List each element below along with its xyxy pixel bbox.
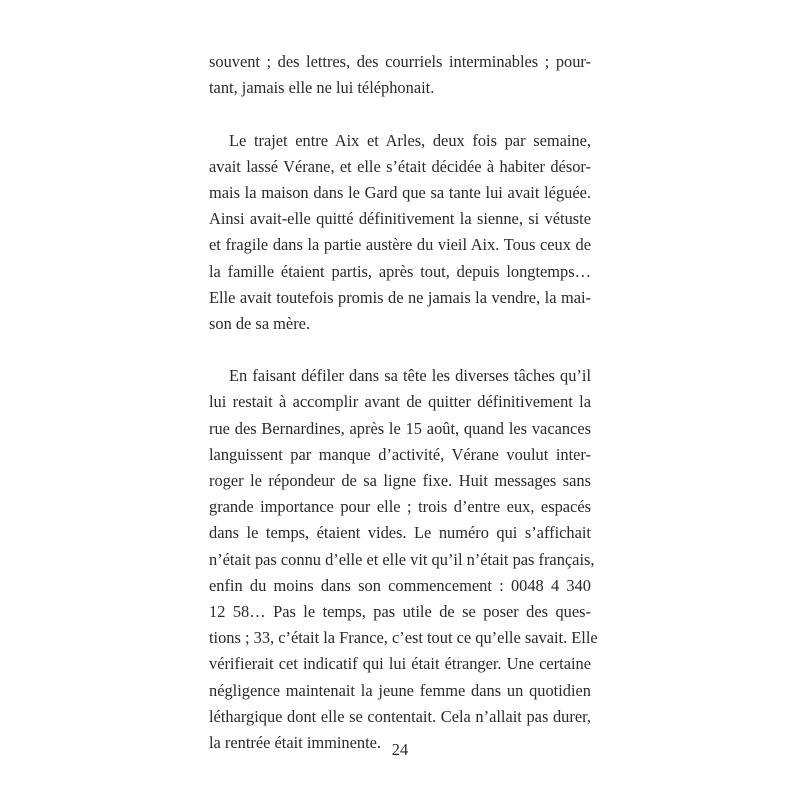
- paragraph-spacer: [209, 337, 591, 363]
- text-line: En faisant défiler dans sa tête les diverses tâches qu’il: [229, 366, 591, 386]
- text-line: n’était pas connu d’elle et elle vit qu’il n’était pas français,: [209, 549, 595, 569]
- text-line: léthargique dont elle se contentait. Cela n’allait pas durer,: [209, 706, 591, 726]
- text-line: enfin du moins dans son commencement : 0048 4 340: [209, 575, 591, 595]
- text-line: tant, jamais elle ne lui téléphonait.: [209, 78, 435, 98]
- text-line: la famille étaient partis, après tout, depuis longtemps…: [209, 261, 591, 281]
- paragraph-3: [209, 363, 598, 756]
- text-line: Le trajet entre Aix et Arles, deux fois par semaine,: [229, 130, 591, 150]
- text-line: négligence maintenait la jeune femme dans un quotidien: [209, 680, 591, 700]
- text-line: vérifierait cet indicatif qui lui était étranger. Une certaine: [209, 654, 591, 674]
- text-line: et fragile dans la partie austère du vieil Aix. Tous ceux de: [209, 235, 591, 255]
- paragraph-2: [209, 128, 591, 338]
- text-line: tions ; 33, c’était la France, c’est tout ce qu’elle savait. Elle: [209, 628, 598, 648]
- body-text: [209, 49, 598, 756]
- text-line: son de sa mère.: [209, 313, 311, 333]
- text-line: languissent par manque d’activité, Vérane voulut inter-: [209, 444, 591, 464]
- text-line: 12 58… Pas le temps, pas utile de se poser des ques-: [209, 601, 591, 621]
- paragraph-1: [209, 49, 591, 101]
- text-line: roger le répondeur de sa ligne fixe. Huit messages sans: [209, 471, 591, 490]
- text-line: lui restait à accomplir avant de quitter définitivement la: [209, 392, 591, 412]
- page-number: 24: [391, 740, 409, 759]
- text-line: Elle avait toutefois promis de ne jamais la vendre, la mai-: [209, 287, 591, 307]
- text-line: avait lassé Vérane, et elle s’était décidée à habiter désor-: [209, 156, 591, 176]
- paragraph-spacer: [209, 101, 591, 127]
- text-line: grande importance pour elle ; trois d’entre eux, espacés: [209, 497, 591, 517]
- text-line: dans le temps, étaient vides. Le numéro qui s’affichait: [209, 523, 591, 543]
- text-line: rue des Bernardines, après le 15 août, quand les vacances: [209, 418, 591, 438]
- text-line: Ainsi avait-elle quitté définitivement la sienne, si vétuste: [209, 209, 591, 229]
- text-line: la rentrée était imminente.: [209, 732, 382, 752]
- text-line: mais la maison dans le Gard que sa tante lui avait léguée.: [209, 182, 591, 202]
- text-line: souvent ; des lettres, des courriels interminables ; pour-: [209, 52, 591, 71]
